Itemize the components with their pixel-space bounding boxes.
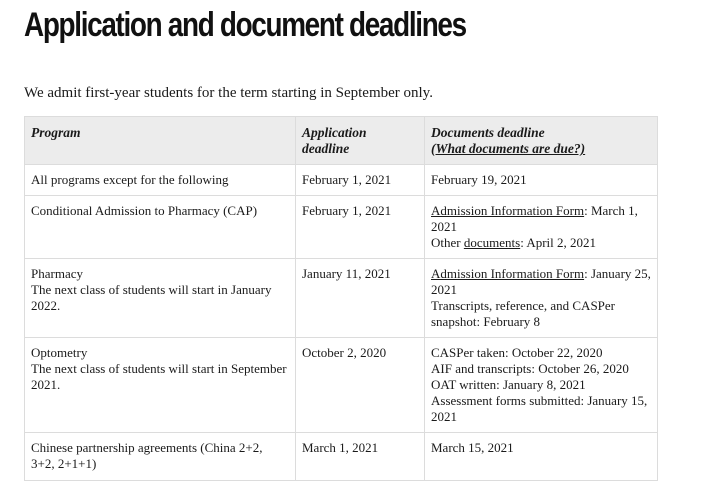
documents-text: : April 2, 2021 — [520, 235, 597, 250]
admission-information-form-link[interactable]: Admission Information Form — [431, 203, 585, 218]
application-deadline-cell: March 1, 2021 — [296, 433, 425, 481]
table-row — [25, 338, 658, 433]
program-cell: All programs except for the following — [25, 165, 296, 196]
documents-line: OAT written: January 8, 2021 — [431, 377, 586, 392]
application-deadline-cell: February 1, 2021 — [296, 165, 425, 196]
program-name: Pharmacy — [31, 266, 83, 281]
application-deadline-cell: January 11, 2021 — [296, 259, 425, 338]
header-program: Program — [25, 117, 296, 165]
documents-deadline-cell — [425, 196, 658, 259]
table-row — [25, 196, 658, 259]
table-row — [25, 259, 658, 338]
documents-line — [431, 203, 651, 235]
header-application-line1: Application — [302, 125, 367, 140]
documents-deadline-cell: March 15, 2021 — [425, 433, 658, 481]
program-note: The next class of students will start in January 2022. — [31, 282, 272, 313]
program-cell: Chinese partnership agreements (China 2+2, 3+2, 2+1+1) — [25, 433, 296, 481]
documents-link[interactable]: documents — [463, 235, 521, 250]
header-application-deadline — [296, 117, 425, 165]
intro-text: We admit first-year students for the term starting in September only. — [24, 85, 433, 101]
documents-line: Transcripts, reference, and CASPer snapshot: February 8 — [431, 298, 615, 329]
documents-deadline-cell: February 19, 2021 — [425, 165, 658, 196]
documents-text: Other — [431, 235, 464, 250]
deadlines-table — [24, 116, 658, 481]
documents-text: : March 1, 2021 — [431, 203, 638, 234]
documents-line: AIF and transcripts: October 26, 2020 — [431, 361, 629, 376]
header-documents-deadline — [425, 117, 658, 165]
documents-line: CASPer taken: October 22, 2020 — [431, 345, 603, 360]
admission-information-form-link[interactable]: Admission Information Form — [431, 266, 585, 281]
page-title: Application and document deadlines — [24, 6, 466, 44]
header-application-line2: deadline — [302, 141, 350, 156]
documents-deadline-cell — [425, 338, 658, 433]
program-name: Optometry — [31, 345, 88, 360]
header-documents-line1: Documents deadline — [431, 125, 545, 140]
program-cell: Conditional Admission to Pharmacy (CAP) — [25, 196, 296, 259]
documents-line: Assessment forms submitted: January 15, 2021 — [431, 393, 648, 424]
documents-text: : January 25, 2021 — [431, 266, 651, 297]
documents-line — [431, 266, 651, 298]
table-header-row — [25, 117, 658, 165]
table-row — [25, 165, 658, 196]
documents-deadline-cell — [425, 259, 658, 338]
what-documents-link[interactable]: (What documents are due?) — [431, 141, 586, 156]
application-deadline-cell: February 1, 2021 — [296, 196, 425, 259]
application-deadline-cell: October 2, 2020 — [296, 338, 425, 433]
program-cell — [25, 338, 296, 433]
documents-line — [431, 235, 651, 251]
program-cell — [25, 259, 296, 338]
program-note: The next class of students will start in September 2021. — [31, 361, 287, 392]
table-row — [25, 433, 658, 481]
